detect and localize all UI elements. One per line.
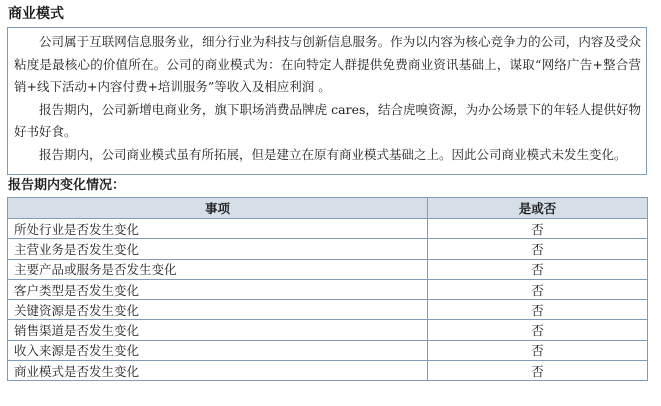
row-answer: 否 [428,320,648,340]
row-item: 商业模式是否发生变化 [8,361,428,381]
business-model-paragraph: 报告期内，公司商业模式虽有所拓展，但是建立在原有商业模式基础之上。因此公司商业模式未发生变化。 [39,146,627,162]
row-answer: 否 [428,340,648,360]
business-model-box [7,27,647,175]
row-answer: 否 [428,300,648,320]
row-item: 关键资源是否发生变化 [8,300,428,320]
row-item: 客户类型是否发生变化 [8,279,428,299]
changes-title: 报告期内变化情况： [8,178,126,193]
row-item: 销售渠道是否发生变化 [8,320,428,340]
table-row [8,259,648,279]
row-item: 主营业务是否发生变化 [8,239,428,259]
table-row [8,219,648,239]
row-answer: 否 [428,219,648,239]
header-answer: 是或否 [428,198,648,219]
table-row [8,239,648,259]
row-answer: 否 [428,279,648,299]
row-answer: 否 [428,259,648,279]
row-item: 主要产品或服务是否发生变化 [8,259,428,279]
row-answer: 否 [428,239,648,259]
table-row [8,320,648,340]
table-row [8,279,648,299]
table-row [8,340,648,360]
section-title: 商业模式 [8,6,64,22]
business-model-paragraph: 公司属于互联网信息服务业，细分行业为科技与创新信息服务。作为以内容为核心竞争力的公司，内容及受众粘度是最核心的价值所在。公司的商业模式为：在向特定人群提供免费商业资讯基础上，谋取“网络广告+整合营销+线下活动+内容付费+培训服务”等收入及相应利润 。 [14,34,641,94]
row-item: 收入来源是否发生变化 [8,340,428,360]
business-model-paragraph: 报告期内，公司新增电商业务，旗下职场消费品牌虎 cares，结合虎嗅资源，为办公场景下的年轻人提供好物好书好食。 [14,101,641,139]
table-row [8,361,648,381]
header-item: 事项 [8,198,428,219]
row-answer: 否 [428,361,648,381]
changes-table [7,197,648,381]
row-item: 所处行业是否发生变化 [8,219,428,239]
table-header-row [8,198,648,219]
table-row [8,300,648,320]
